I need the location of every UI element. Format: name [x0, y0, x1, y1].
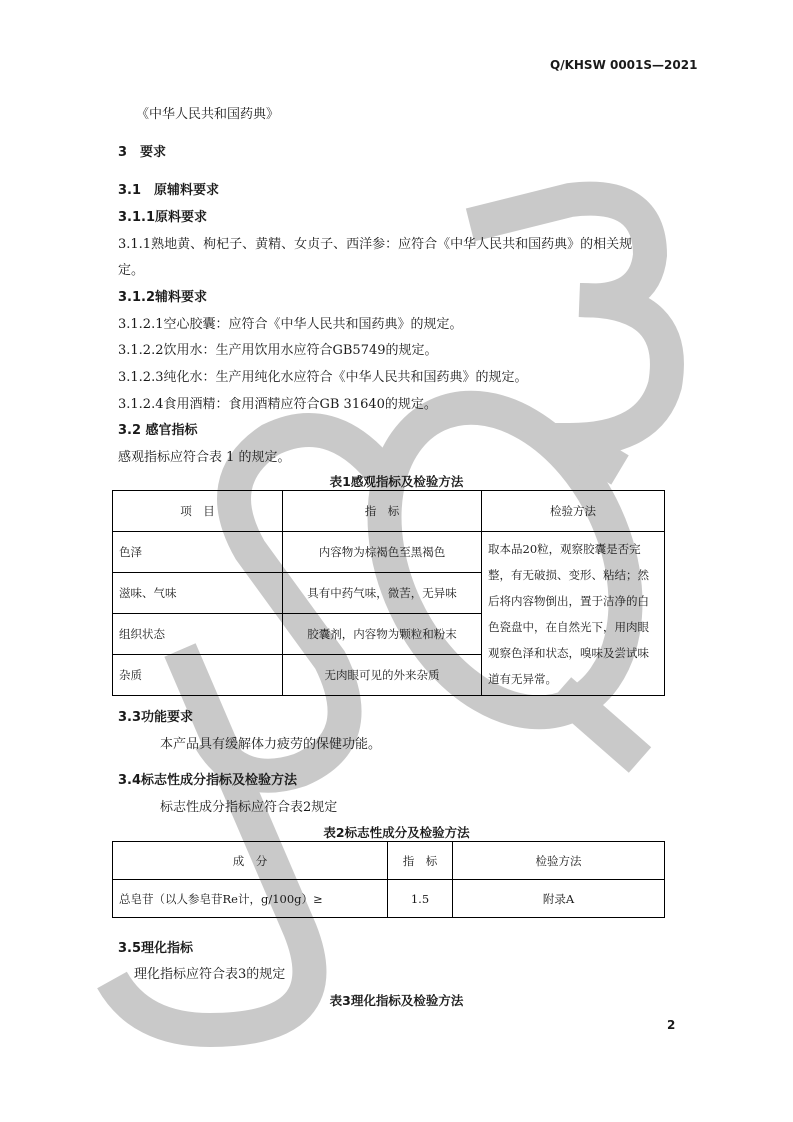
table2-cell-component: 总皂苷（以人参皂苷Re计，g/100g）≥	[113, 880, 388, 918]
table1-header-method: 检验方法	[482, 491, 665, 532]
text-line: 3.1.2.4食用酒精：食用酒精应符合GB 31640的规定。	[118, 397, 437, 412]
table1-cell-method: 取本品20粒，观察胶囊是否完整，有无破损、变形、粘结；然后将内容物倒出，置于洁净的白色瓷盘中，在自然光下，用肉眼观察色泽和状态，嗅味及尝试味道有无异常。	[482, 532, 665, 696]
section-heading: 3.2 感官指标	[118, 423, 198, 438]
section-heading: 3.5理化指标	[118, 941, 194, 956]
text-line: 标志性成分指标应符合表2规定	[160, 800, 338, 815]
table2-header-method: 检验方法	[453, 842, 665, 880]
table1-cell-item: 滋味、气味	[113, 573, 283, 614]
table2-header-component: 成 分	[113, 842, 388, 880]
section-heading: 3.1.2辅料要求	[118, 290, 208, 305]
table2-cell-method: 附录A	[453, 880, 665, 918]
text-line: 本产品具有缓解体力疲劳的保健功能。	[160, 737, 382, 752]
section-heading: 3.1 原辅料要求	[118, 183, 220, 198]
table1-caption: 表1感观指标及检验方法	[329, 474, 464, 489]
table2-caption: 表2标志性成分及检验方法	[323, 825, 470, 840]
text-line: 3.1.1熟地黄、枸杞子、黄精、女贞子、西洋参：应符合《中华人民共和国药典》的相关规	[118, 237, 633, 252]
table1-cell-item: 色泽	[113, 532, 283, 573]
table1-cell-index: 胶囊剂，内容物为颗粒和粉末	[283, 614, 482, 655]
text-line: 3.1.2.1空心胶囊：应符合《中华人民共和国药典》的规定。	[118, 317, 463, 332]
section-heading: 3.4标志性成分指标及检验方法	[118, 773, 298, 788]
table1-cell-index: 内容物为棕褐色至黑褐色	[283, 532, 482, 573]
section-heading: 3 要求	[118, 145, 167, 160]
table1-cell-item: 组织状态	[113, 614, 283, 655]
table1-cell-index: 具有中药气味，微苦，无异味	[283, 573, 482, 614]
table2-cell-index: 1.5	[388, 880, 453, 918]
table3-caption: 表3理化指标及检验方法	[329, 993, 464, 1008]
text-line: 感观指标应符合表 1 的规定。	[118, 450, 291, 465]
text-line: 理化指标应符合表3的规定	[134, 967, 286, 982]
table1-sensory	[112, 490, 665, 696]
section-heading: 3.1.1原料要求	[118, 210, 208, 225]
table2-markers	[112, 841, 665, 918]
table1-cell-item: 杂质	[113, 655, 283, 696]
text-line: 《中华人民共和国药典》	[136, 107, 280, 122]
watermark-letter-q-tail	[560, 690, 640, 760]
table1-cell-index: 无肉眼可见的外来杂质	[283, 655, 482, 696]
document-code: Q/KHSW 0001S—2021	[550, 58, 698, 72]
page-number: 2	[667, 1018, 676, 1032]
table2-header-index: 指 标	[388, 842, 453, 880]
text-line: 3.1.2.3纯化水：生产用纯化水应符合《中华人民共和国药典》的规定。	[118, 370, 528, 385]
table1-header-item: 项 目	[113, 491, 283, 532]
text-line: 定。	[118, 263, 145, 278]
section-heading: 3.3功能要求	[118, 710, 194, 725]
table1-header-index: 指 标	[283, 491, 482, 532]
text-line: 3.1.2.2饮用水：生产用饮用水应符合GB5749的规定。	[118, 343, 438, 358]
